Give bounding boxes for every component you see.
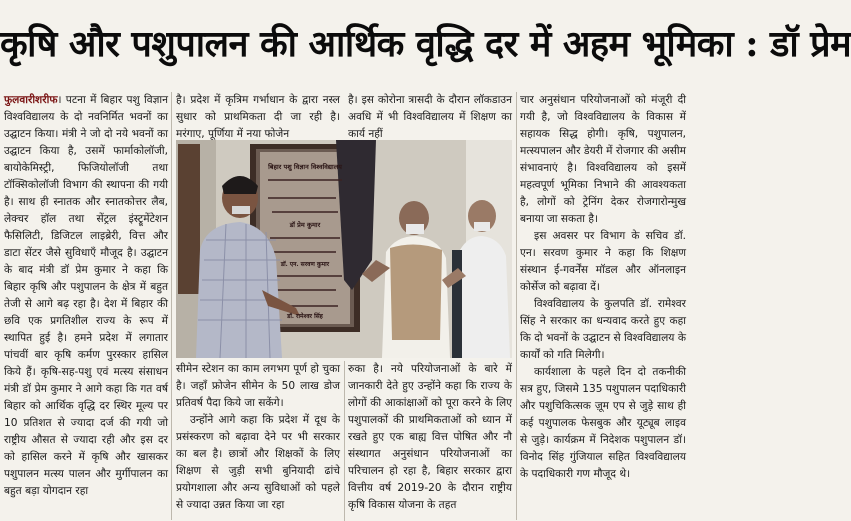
column-divider [516, 92, 517, 520]
photo-illustration [176, 140, 512, 358]
article-text: । पटना में बिहार पशु विज्ञान विश्वविद्यालय के दो नवनिर्मित भवनों का उद्घाटन किया। मंत्री ने जो दो नये भवनों का उद्घाटन किया है, उसमें फार्माकोलॉजी, बायोकेमिस्ट्री, फिजियोलॉजी तथा टॉक्सिकोलॉजी विभाग की स्थापना की गयी है। साथ ही स्नातक और स्नातकोत्तर लैब, लेक्चर हॉल तथा सेंट्रल इंस्ट्रूमेंटेशन फैसिलिटी, डिजिटल लाइब्रेरी, वित्त और डाटा सेंटर जैसे सुविधाएँ मौजूद है। उद्घाटन के बाद मंत्री डॉ प्रेम कुमार ने कहा कि बिहार कृषि और पशुपालन के क्षेत्र में बहुत तेजी से आगे बढ़ रहा है। देश में बिहार की छवि एक प्रगतिशील राज्य के रूप में स्थापित हुई है। हमने प्रदेश में लगातार पांचवीं बार कृषि कर्मण पुरस्कार हासिल किये हैं। कृषि-सह-पशु एवं मत्स्य संसाधन मंत्री डॉ प्रेम कुमार ने आगे कहा कि गत वर्ष बिहार को आर्थिक वृद्धि दर स्थिर मूल्य पर 10 प्रतिशत से ज्यादा दर्ज की गयी जो राष्ट्रीय औसत से ज्यादा रही और इस दर को हासिल करने में कृषि और खासकर पशुपालन मत्स्य पालन और मुर्गीपालन का बहुत बड़ा योगदान रहा [4, 94, 168, 497]
article-text: इस अवसर पर विभाग के सचिव डॉ. एन। सरवण कुमार ने कहा कि शिक्षण संस्थान ई-गवर्नेंस मॉडल और ऑनलाइन कोर्सेज को बढ़ावा दें। [520, 230, 686, 293]
article-text: है। प्रदेश में कृत्रिम गर्भाधान के द्वारा नस्ल सुधार को प्राथमिकता दी जा रही है। मरंगाए, पूर्णिया में नया फोजेन [176, 94, 340, 140]
plaque-name: डॉ. एन. सरवण कुमार [280, 261, 330, 268]
article-column-1 [4, 92, 168, 520]
column-divider [171, 92, 172, 520]
plaque-name: डॉ. रामेश्वर सिंह [287, 313, 323, 320]
article-text: रुका है। नये परियोजनाओं के बारे में जानकारी देते हुए उन्होंने कहा कि राज्य के लोगों की आकांक्षाओं को पूरा करने के लिए पशुपालकों की प्राथमिकताओं को ध्यान में रखते हुए एक बाह्य वित्त पोषित और नौ संस्थागत अनुसंधान परियोजनाओं का परिचालन हो रहा है, बिहार सरकार द्वारा वित्तीय वर्ष 2019-20 के दौरान राष्ट्रीय कृषि विकास योजना के तहत [348, 363, 512, 511]
article-text: सीमेन स्टेशन का काम लगभग पूर्ण हो चुका है। जहाँ फ्रोजेन सीमेन के 50 लाख डोज प्रतिवर्ष पैदा किये जा सकेंगे। [176, 363, 340, 409]
article-column-3-bottom [348, 361, 512, 521]
column-divider [344, 361, 345, 521]
article-column-4 [520, 92, 686, 520]
dateline: फुलवारीशरीफ [4, 94, 58, 106]
article-column-2-top [176, 92, 340, 140]
article-text: कार्यशाला के पहले दिन दो तकनीकी सत्र हुए, जिसमे 135 पशुपालन पदाधिकारी और पशुचिकित्सक ज़ूम एप से जुड़े साथ ही कई पशुपालक फेसबुक और यूट्यूब लाइव से जुड़े। कार्यक्रम में निदेशक पशुपालन डॉ। विनोद सिंह गुंजियाल सहित विश्वविद्यालय के पदाधिकारी गण मौजूद थे। [520, 366, 686, 480]
article-column-3-top [348, 92, 512, 140]
plaque-name: डॉ प्रेम कुमार [289, 221, 321, 229]
plaque-title: बिहार पशु विज्ञान विश्वविद्यालय [268, 163, 342, 171]
article-text: चार अनुसंधान परियोजनाओं को मंजूरी दी गयी है, जो विश्वविद्यालय के विकास में सहायक सिद्ध होगी। कृषि, पशुपालन, मत्स्यपालन और डेयरी में रोजगार की असीम संभावनाएं है। विश्वविद्यालय को इसमें महत्वपूर्ण भूमिका निभाने की आवश्यकता है, लोगों को ट्रेनिंग देकर रोजगारोन्मुख बनाया जा सकता है। [520, 94, 686, 225]
headline: कृषि और पशुपालन की आर्थिक वृद्धि दर में अहम भूमिका : डॉ प्रेम [0, 0, 691, 88]
article-text: विश्वविद्यालय के कुलपति डॉ. रामेश्वर सिंह ने सरकार का धन्यवाद करते हुए कहा कि दो भवनों के उद्घाटन से विश्वविद्यालय के कार्यों को गति मिलेगी। [520, 298, 686, 361]
article-text: है। इस कोरोना त्रासदी के दौरान लॉकडाउन अवधि में भी विश्वविद्यालय में शिक्षण का कार्य नहीं [348, 94, 512, 140]
inauguration-photo [176, 140, 512, 358]
article-text: उन्होंने आगे कहा कि प्रदेश में दूध के प्रसंस्करण को बढ़ावा देने पर भी सरकार का बल है। छात्रों और शिक्षकों के लिए शिक्षण से जुड़ी सभी बुनियादी ढांचे प्रयोगशाला और अन्य सुविधाओं को पहले से ज्यादा उन्नत किया जा रहा [176, 414, 340, 511]
article-column-2-bottom [176, 361, 340, 521]
